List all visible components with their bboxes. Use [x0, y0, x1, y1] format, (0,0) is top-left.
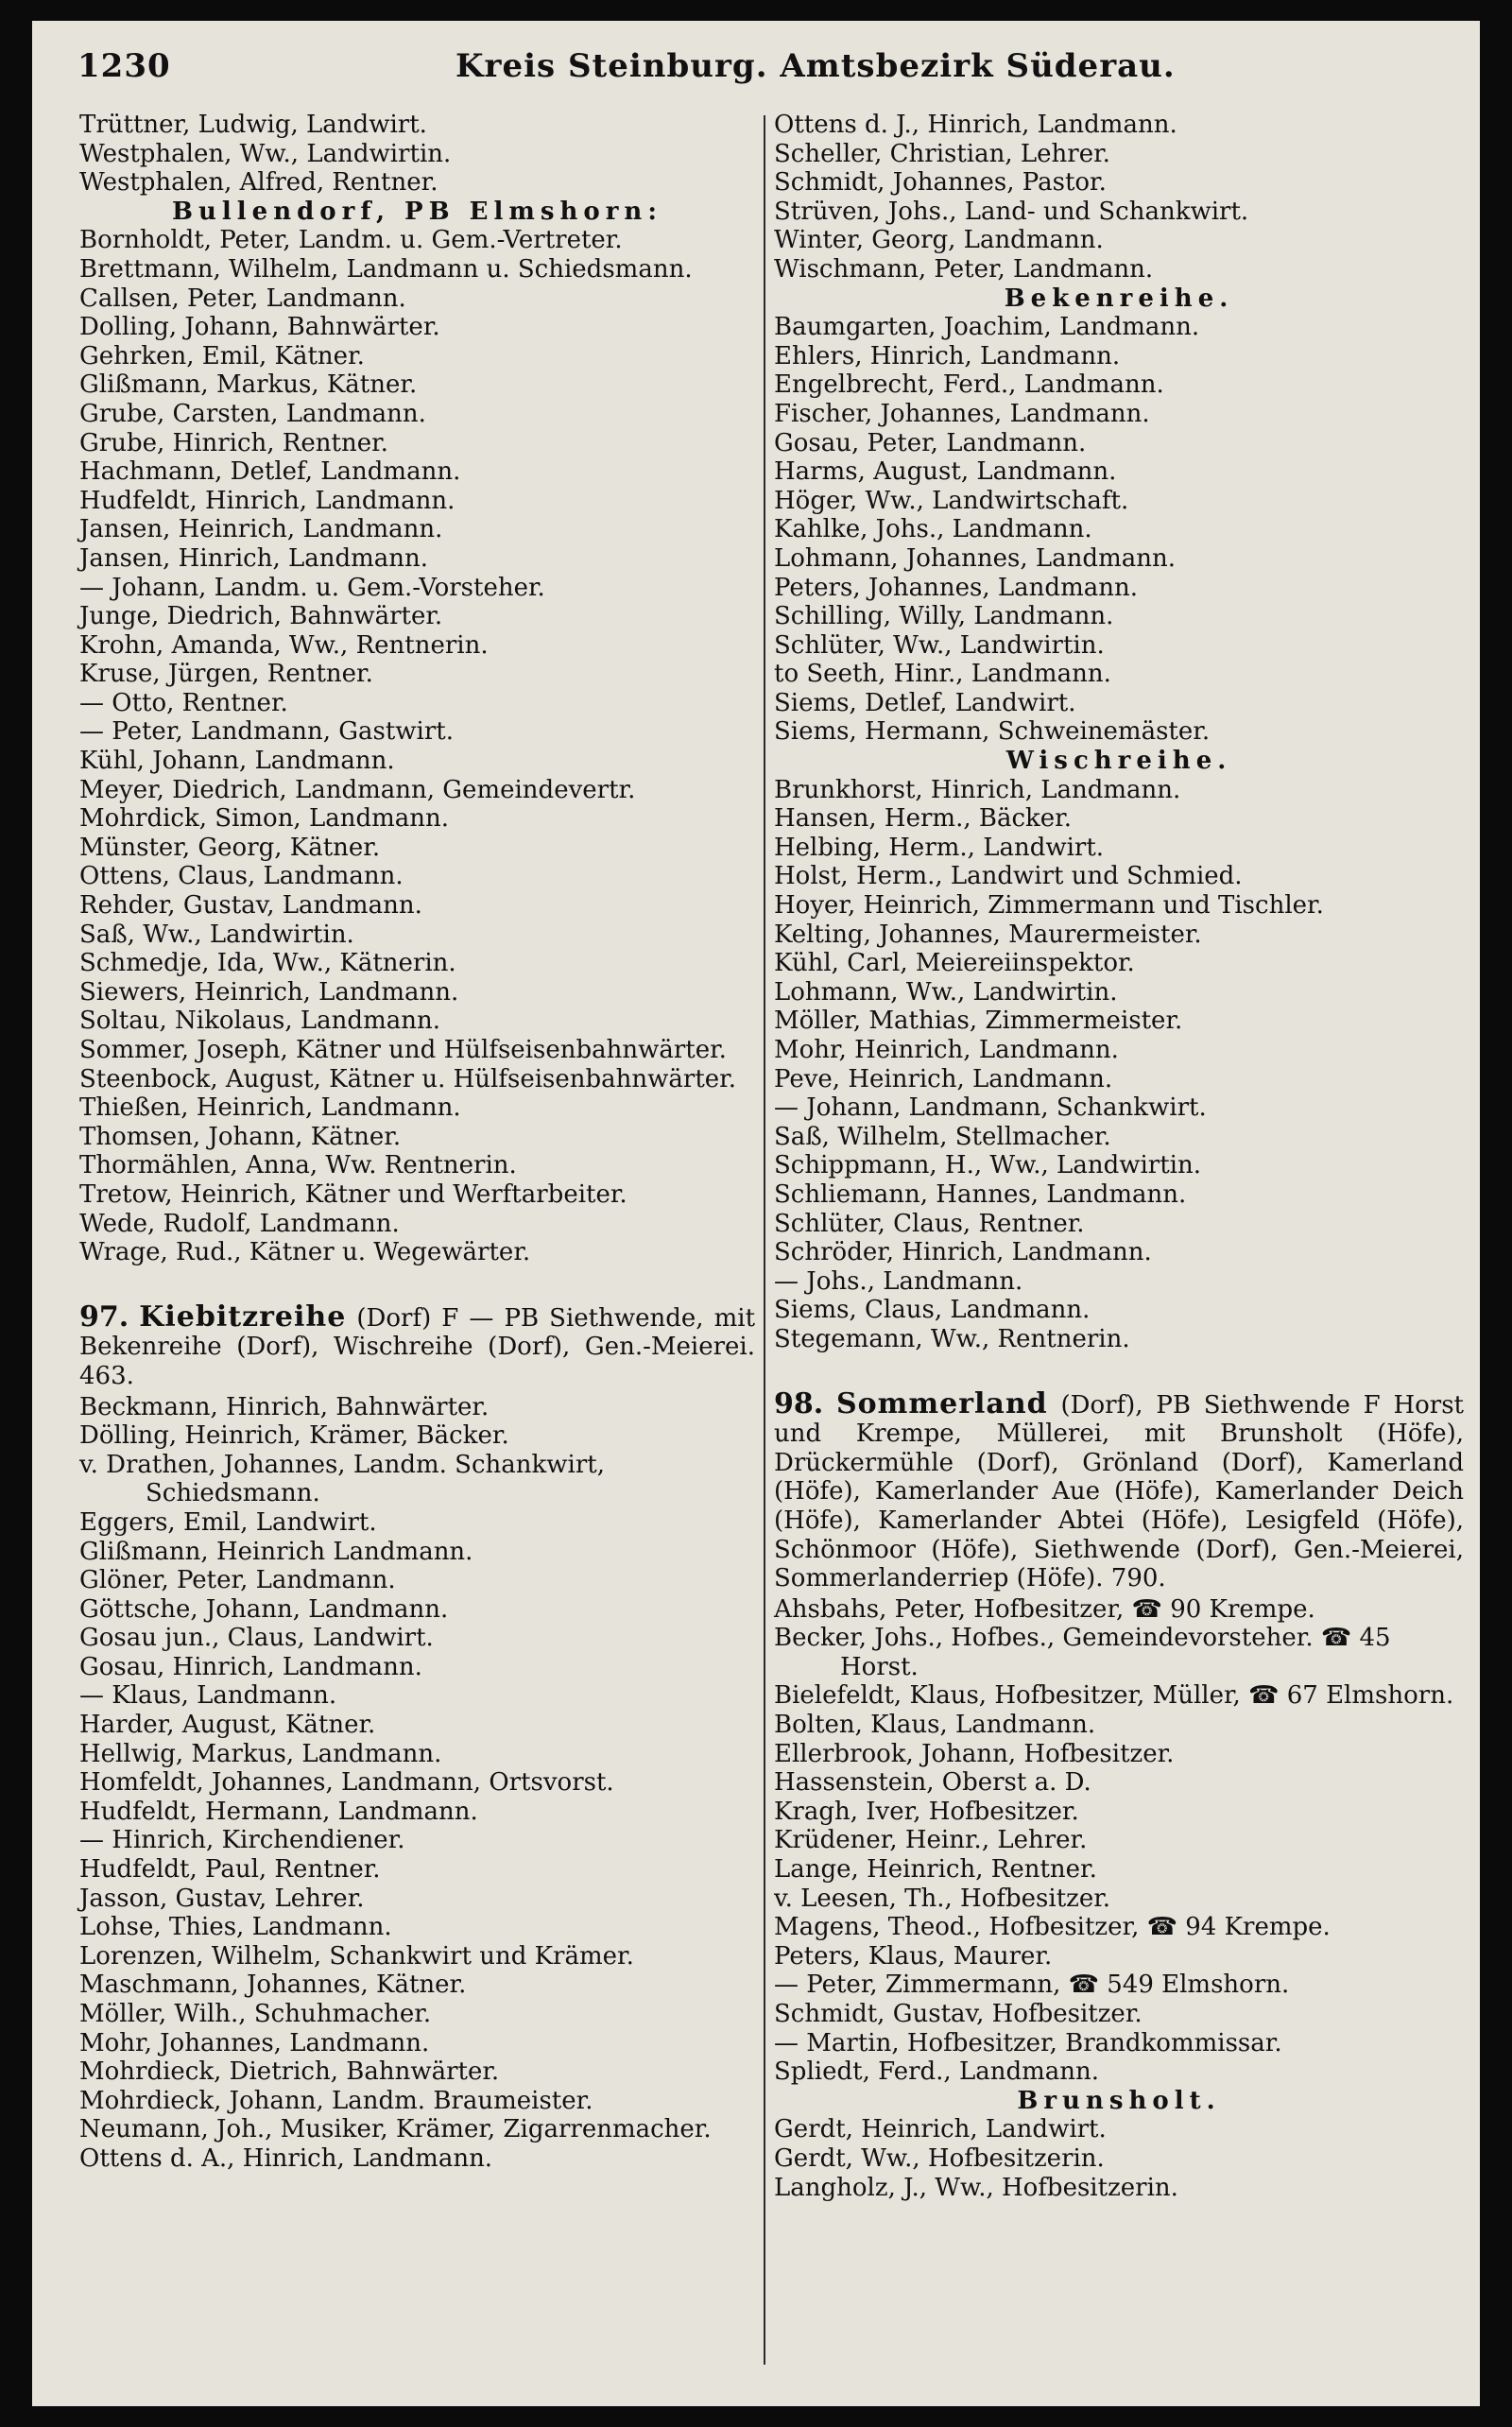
column-divider [764, 115, 765, 2365]
entries-bullendorf-list [79, 226, 755, 1266]
directory-entry: Lohmann, Johannes, Landmann. [774, 543, 1176, 573]
entries-97-list [79, 1393, 755, 2174]
directory-entry: Saß, Ww., Landwirtin. [79, 920, 354, 949]
directory-entry: Beckmann, Hinrich, Bahnwärter. [79, 1392, 490, 1421]
directory-entry: Möller, Mathias, Zimmermeister. [774, 1007, 1183, 1036]
directory-entry: Callsen, Peter, Landmann. [79, 284, 406, 313]
directory-entry: Meyer, Diedrich, Landmann, Gemeindevertr. [79, 775, 636, 804]
directory-entry: Ehlers, Hinrich, Landmann. [774, 341, 1121, 370]
directory-entry: — Johs., Landmann. [774, 1266, 1023, 1296]
section-gap [79, 1267, 755, 1288]
directory-entry: Münster, Georg, Kätner. [79, 833, 381, 862]
directory-entry: Gerdt, Ww., Hofbesitzerin. [774, 2143, 1105, 2173]
directory-entry: Tretow, Heinrich, Kätner und Werftarbeiter. [79, 1179, 627, 1209]
directory-entry: Thießen, Heinrich, Landmann. [79, 1093, 461, 1123]
directory-entry: Grube, Carsten, Landmann. [79, 399, 426, 428]
left-column [79, 111, 755, 2174]
directory-entry: Strüven, Johs., Land- und Schankwirt. [774, 197, 1249, 226]
directory-entry: Magens, Theod., Hofbesitzer, ☎ 94 Krempe. [774, 1913, 1331, 1942]
directory-entry: Grube, Hinrich, Rentner. [79, 428, 388, 457]
directory-entry: Hellwig, Markus, Landmann. [79, 1739, 442, 1768]
directory-entry: Schmedje, Ida, Ww., Kätnerin. [79, 949, 456, 978]
directory-entry: Siewers, Heinrich, Landmann. [79, 977, 459, 1007]
directory-entry: Mohrdick, Simon, Landmann. [79, 804, 450, 834]
directory-entry: Mohrdieck, Dietrich, Bahnwärter. [79, 2057, 500, 2087]
directory-entry: Hachmann, Detlef, Landmann. [79, 457, 461, 487]
entries-top-list [774, 111, 1464, 284]
directory-entry: Peve, Heinrich, Landmann. [774, 1064, 1113, 1093]
directory-entry: Engelbrecht, Ferd., Landmann. [774, 370, 1164, 400]
directory-entry: Kühl, Johann, Landmann. [79, 747, 395, 776]
directory-entry: Mohr, Heinrich, Landmann. [774, 1036, 1119, 1064]
directory-entry: — Peter, Zimmermann, ☎ 549 Elmshorn. [774, 1971, 1290, 2000]
directory-entry: Göttsche, Johann, Landmann. [79, 1594, 449, 1624]
section-97-heading [79, 1300, 756, 1391]
section-gap [774, 1354, 1464, 1375]
directory-entry: Ottens d. J., Hinrich, Landmann. [774, 111, 1177, 139]
directory-entry: Siems, Claus, Landmann. [774, 1296, 1091, 1325]
directory-entry: Mohr, Johannes, Landmann. [79, 2028, 430, 2057]
directory-entry: Mohrdieck, Johann, Landm. Braumeister. [79, 2086, 593, 2115]
running-title: Kreis Steinburg. Amtsbezirk Süderau. [455, 47, 1176, 85]
directory-entry: — Johann, Landmann, Schankwirt. [774, 1093, 1207, 1123]
directory-entry: Hudfeldt, Hinrich, Landmann. [79, 486, 455, 515]
directory-entry: Glißmann, Markus, Kätner. [79, 370, 418, 400]
directory-entry: Kühl, Carl, Meiereiinspektor. [774, 949, 1135, 978]
directory-entry: Homfeldt, Johannes, Landmann, Ortsvorst. [79, 1768, 614, 1798]
section-description: (Dorf), PB Siethwende F Horst und Krempe, Müllerei, mit Brunsholt (Höfe), Drückermühle (Dorf), Grönland (Dorf), Kamerland (Höfe), Kamerlander Aue (Höfe), Kamerlander Deich (Höfe), Kamerlander Abtei (Höfe), Lesigfeld (Höfe), Schönmoor (Höfe), Siethwende (Dorf), Gen.-Meierei, Sommerlanderriep (Höfe). 790. [774, 1390, 1464, 1593]
directory-entry: Siems, Hermann, Schweinemäster. [774, 717, 1211, 747]
directory-entry: — Peter, Landmann, Gastwirt. [79, 717, 455, 747]
directory-entry: Jansen, Heinrich, Landmann. [79, 515, 443, 544]
directory-entry: Siems, Detlef, Landwirt. [774, 688, 1076, 717]
directory-entry: Lange, Heinrich, Rentner. [774, 1855, 1097, 1885]
directory-entry: Scheller, Christian, Lehrer. [774, 139, 1110, 168]
directory-entry: Hoyer, Heinrich, Zimmermann und Tischler. [774, 891, 1324, 921]
directory-entry: Sommer, Joseph, Kätner und Hülfseisenbahnwärter. [79, 1036, 727, 1064]
directory-entry: Glißmann, Heinrich Landmann. [79, 1537, 473, 1566]
entries-bekenreihe-list [774, 313, 1464, 747]
directory-entry: Fischer, Johannes, Landmann. [774, 399, 1150, 428]
directory-entry: Peters, Johannes, Landmann. [774, 573, 1138, 602]
directory-entry: Schliemann, Hannes, Landmann. [774, 1179, 1187, 1209]
entries-98-list [774, 1595, 1464, 2087]
directory-entry: Kruse, Jürgen, Rentner. [79, 660, 373, 689]
directory-entry: Ottens d. A., Hinrich, Landmann. [79, 2143, 493, 2173]
entries-wischreihe-list [774, 776, 1464, 1354]
directory-page [32, 21, 1480, 2406]
directory-entry: Ottens, Claus, Landmann. [79, 862, 404, 891]
directory-entry: Gosau, Peter, Landmann. [774, 428, 1087, 457]
directory-entry: Schippmann, H., Ww., Landwirtin. [774, 1151, 1201, 1180]
directory-entry: Thormählen, Anna, Ww. Rentnerin. [79, 1151, 517, 1180]
directory-entry: Krohn, Amanda, Ww., Rentnerin. [79, 630, 489, 660]
section-name: Sommerland [835, 1386, 1048, 1420]
directory-entry: Westphalen, Ww., Landwirtin. [79, 139, 452, 168]
directory-entry: Jansen, Hinrich, Landmann. [79, 543, 429, 573]
directory-entry: Lohse, Thies, Landmann. [79, 1913, 392, 1942]
directory-entry: — Klaus, Landmann. [79, 1681, 337, 1711]
directory-entry: Holst, Herm., Landwirt und Schmied. [774, 862, 1243, 891]
page-header [77, 47, 1442, 113]
directory-entry: Junge, Diedrich, Bahnwärter. [79, 602, 443, 631]
directory-entry: Lorenzen, Wilhelm, Schankwirt und Krämer. [79, 1941, 634, 1971]
directory-entry: to Seeth, Hinr., Landmann. [774, 660, 1111, 689]
directory-entry: Ellerbrook, Johann, Hofbesitzer. [774, 1739, 1175, 1768]
directory-entry: Hassenstein, Oberst a. D. [774, 1768, 1091, 1798]
directory-entry: Langholz, J., Ww., Hofbesitzerin. [774, 2173, 1178, 2202]
right-column [774, 111, 1464, 2202]
directory-entry: Steenbock, August, Kätner u. Hülfseisenbahnwärter. [79, 1064, 736, 1093]
directory-entry: Saß, Wilhelm, Stellmacher. [774, 1122, 1111, 1151]
directory-entry: Ahsbahs, Peter, Hofbesitzer, ☎ 90 Krempe. [774, 1594, 1315, 1624]
directory-entry: Glöner, Peter, Landmann. [79, 1566, 396, 1595]
directory-entry: Krüdener, Heinr., Lehrer. [774, 1826, 1088, 1855]
directory-entry: Höger, Ww., Landwirtschaft. [774, 486, 1129, 515]
directory-entry: Neumann, Joh., Musiker, Krämer, Zigarrenmacher. [79, 2115, 712, 2144]
directory-entry: Schmidt, Gustav, Hofbesitzer. [774, 2000, 1143, 2028]
directory-entry: Harder, August, Kätner. [79, 1711, 376, 1740]
directory-entry: Becker, Johs., Hofbes., Gemeindevorsteher. ☎ 45 Horst. [774, 1624, 1391, 1681]
directory-entry: Stegemann, Ww., Rentnerin. [774, 1324, 1130, 1353]
directory-entry: Spliedt, Ferd., Landmann. [774, 2057, 1100, 2087]
section-number: 97. [79, 1300, 129, 1334]
directory-entry: Eggers, Emil, Landwirt. [79, 1507, 377, 1537]
directory-entry: Maschmann, Johannes, Kätner. [79, 1971, 467, 2000]
directory-entry: Gosau, Hinrich, Landmann. [79, 1652, 422, 1681]
directory-entry: Dolling, Johann, Bahnwärter. [79, 313, 440, 342]
directory-entry: Brunkhorst, Hinrich, Landmann. [774, 775, 1181, 804]
entries-brunsholt-list [774, 2115, 1464, 2202]
directory-entry: Möller, Wilh., Schuhmacher. [79, 2000, 432, 2028]
directory-entry: Jasson, Gustav, Lehrer. [79, 1884, 365, 1913]
directory-entry: Dölling, Heinrich, Krämer, Bäcker. [79, 1421, 509, 1451]
directory-entry: Bielefeldt, Klaus, Hofbesitzer, Müller, ☎ 67 Elmshorn. [774, 1681, 1454, 1711]
directory-entry: Winter, Georg, Landmann. [774, 226, 1104, 255]
directory-entry: Thomsen, Johann, Kätner. [79, 1122, 402, 1151]
directory-entry: Gerdt, Heinrich, Landwirt. [774, 2115, 1107, 2144]
directory-entry: Bolten, Klaus, Landmann. [774, 1711, 1096, 1740]
section-name: Kiebitzreihe [139, 1300, 347, 1334]
directory-entry: — Martin, Hofbesitzer, Brandkommissar. [774, 2028, 1282, 2057]
directory-entry: v. Drathen, Johannes, Landm. Schankwirt, Schiedsmann. [79, 1450, 606, 1508]
directory-entry: Wischmann, Peter, Landmann. [774, 254, 1154, 284]
directory-entry: Bornholdt, Peter, Landm. u. Gem.-Vertreter. [79, 226, 623, 255]
directory-entry: Schlüter, Ww., Landwirtin. [774, 630, 1105, 660]
directory-entry: Kahlke, Johs., Landmann. [774, 515, 1092, 544]
directory-entry: Kragh, Iver, Hofbesitzer. [774, 1797, 1079, 1826]
directory-entry: Hudfeldt, Hermann, Landmann. [79, 1797, 478, 1826]
directory-entry: Helbing, Herm., Landwirt. [774, 833, 1105, 862]
directory-entry: Hansen, Herm., Bäcker. [774, 804, 1073, 834]
directory-entry: Wrage, Rud., Kätner u. Wegewärter. [79, 1238, 531, 1267]
directory-entry: Schilling, Willy, Landmann. [774, 602, 1114, 631]
directory-entry: Schlüter, Claus, Rentner. [774, 1209, 1085, 1238]
directory-entry: Schmidt, Johannes, Pastor. [774, 168, 1107, 198]
page-number: 1230 [77, 47, 171, 85]
directory-entry: — Otto, Rentner. [79, 688, 288, 717]
place-heading-brunsholt: Brunsholt. [1017, 2086, 1221, 2115]
directory-entry: Kelting, Johannes, Maurermeister. [774, 920, 1202, 949]
place-heading-bekenreihe: Bekenreihe. [1004, 284, 1234, 313]
directory-entry: Schröder, Hinrich, Landmann. [774, 1238, 1152, 1267]
directory-entry: Lohmann, Ww., Landwirtin. [774, 977, 1118, 1007]
directory-entry: Westphalen, Alfred, Rentner. [79, 168, 438, 198]
directory-entry: Soltau, Nikolaus, Landmann. [79, 1007, 440, 1036]
directory-entry: — Hinrich, Kirchendiener. [79, 1826, 405, 1855]
directory-entry: Hudfeldt, Paul, Rentner. [79, 1855, 381, 1885]
directory-entry: — Johann, Landm. u. Gem.-Vorsteher. [79, 573, 545, 602]
directory-entry: Harms, August, Landmann. [774, 457, 1117, 487]
directory-entry: Brettmann, Wilhelm, Landmann u. Schiedsmann. [79, 254, 693, 284]
directory-entry: v. Leesen, Th., Hofbesitzer. [774, 1884, 1111, 1913]
section-description: (Dorf) F — PB Siethwende, mit Bekenreihe (Dorf), Wischreihe (Dorf), Gen.-Meierei. 463. [79, 1303, 756, 1390]
section-number: 98. [774, 1386, 824, 1420]
directory-entry: Wede, Rudolf, Landmann. [79, 1209, 400, 1238]
directory-entry: Gehrken, Emil, Kätner. [79, 341, 365, 370]
place-heading-bullendorf: Bullendorf, PB Elmshorn: [172, 197, 662, 226]
directory-entry: Rehder, Gustav, Landmann. [79, 891, 422, 921]
directory-entry: Baumgarten, Joachim, Landmann. [774, 313, 1200, 342]
section-98-heading [774, 1386, 1464, 1593]
directory-entry: Peters, Klaus, Maurer. [774, 1941, 1053, 1971]
place-heading-wischreihe: Wischreihe. [1005, 747, 1232, 776]
directory-entry: Trüttner, Ludwig, Landwirt. [79, 111, 427, 139]
directory-entry: Gosau jun., Claus, Landwirt. [79, 1624, 434, 1653]
entries-top-list [79, 111, 755, 198]
